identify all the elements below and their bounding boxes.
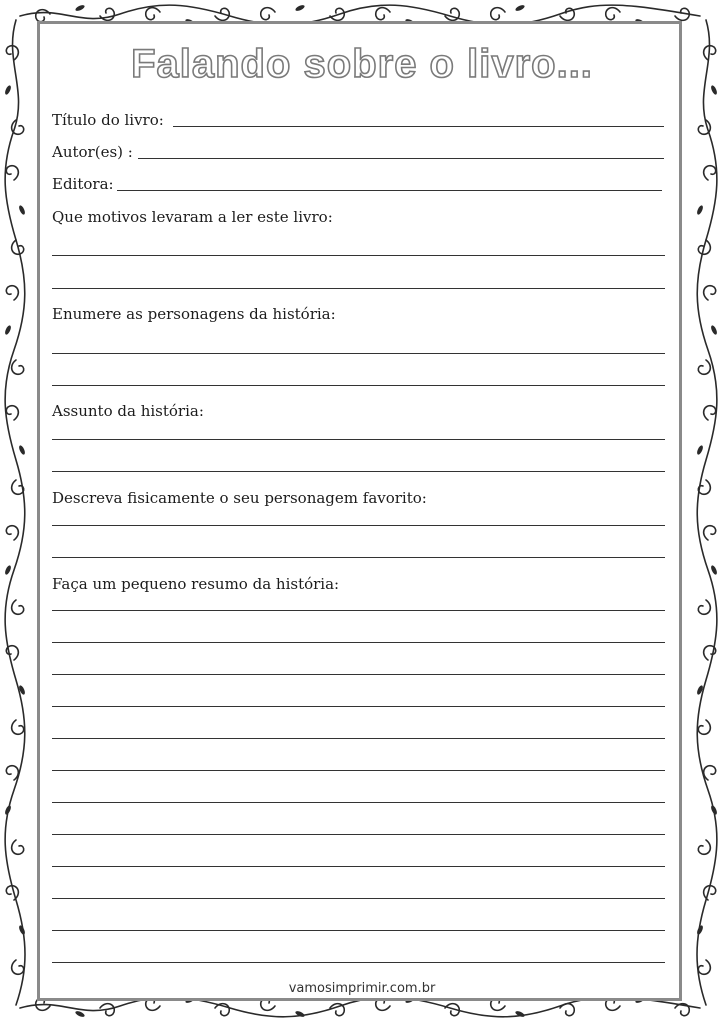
page-title: Falando sobre o livro... — [131, 42, 593, 86]
answer-line[interactable] — [52, 930, 665, 931]
authors-label: Autor(es) : — [52, 143, 133, 161]
answer-line[interactable] — [52, 385, 665, 386]
authors-line[interactable] — [138, 158, 664, 159]
book-title-line[interactable] — [173, 126, 664, 127]
answer-line[interactable] — [52, 898, 665, 899]
inner-frame — [37, 21, 682, 1001]
answer-line[interactable] — [52, 288, 665, 289]
answer-line[interactable] — [52, 525, 665, 526]
subject-question-label: Assunto da história: — [52, 402, 204, 420]
answer-line[interactable] — [52, 866, 665, 867]
answer-line[interactable] — [52, 674, 665, 675]
answer-line[interactable] — [52, 706, 665, 707]
favorite-character-question-label: Descreva fisicamente o seu personagem favorito: — [52, 489, 427, 507]
answer-line[interactable] — [52, 738, 665, 739]
answer-line[interactable] — [52, 642, 665, 643]
answer-line[interactable] — [52, 471, 665, 472]
answer-line[interactable] — [52, 962, 665, 963]
answer-line[interactable] — [52, 353, 665, 354]
answer-line[interactable] — [52, 802, 665, 803]
site-watermark: vamosimprimir.com.br — [288, 981, 436, 996]
publisher-line[interactable] — [117, 190, 662, 191]
answer-line[interactable] — [52, 610, 665, 611]
answer-line[interactable] — [52, 834, 665, 835]
answer-line[interactable] — [52, 255, 665, 256]
book-title-label: Título do livro: — [52, 111, 164, 129]
characters-question-label: Enumere as personagens da história: — [52, 305, 336, 323]
answer-line[interactable] — [52, 557, 665, 558]
reasons-question-label: Que motivos levaram a ler este livro: — [52, 208, 333, 226]
answer-line[interactable] — [52, 439, 665, 440]
publisher-label: Editora: — [52, 175, 114, 193]
summary-question-label: Faça um pequeno resumo da história: — [52, 575, 340, 593]
answer-line[interactable] — [52, 770, 665, 771]
